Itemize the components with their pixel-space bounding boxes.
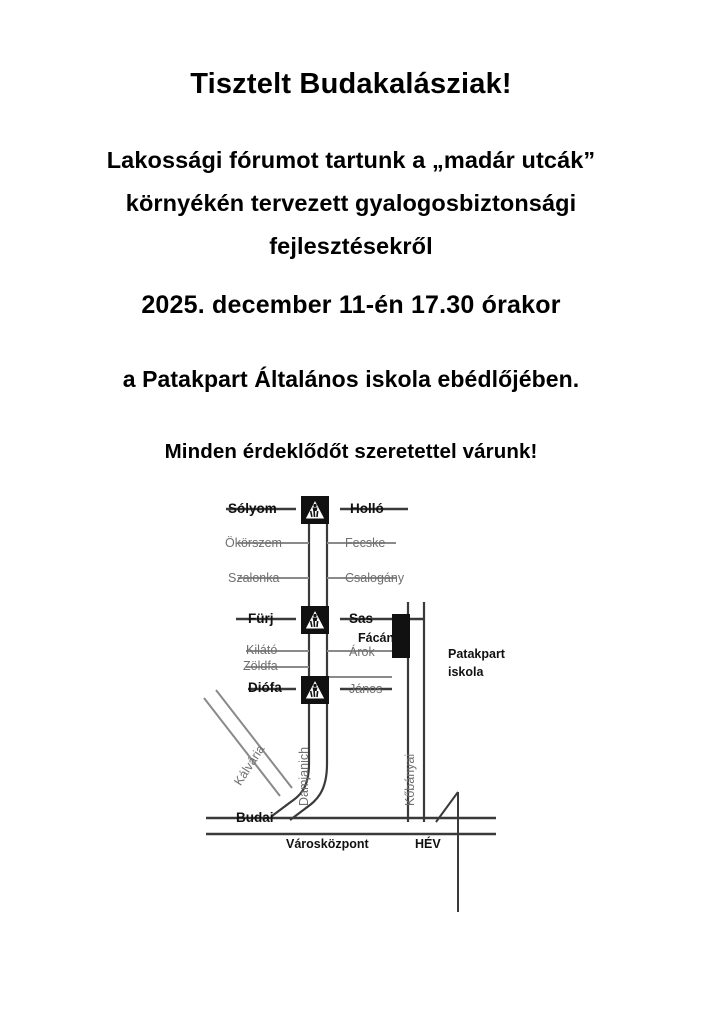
map-graphic (196, 492, 526, 922)
event-place: a Patakpart Általános iskola ebédlőjében. (122, 365, 580, 392)
street-label-damjanich: Damjanich (297, 746, 311, 806)
pedestrian-crossing-icon (304, 609, 326, 631)
paragraph-line-1: Lakossági fórumot tartunk a „madár utcák” (106, 147, 596, 173)
pedestrian-crossing-icon (304, 679, 326, 701)
street-label-csalogany: Csalogány (345, 570, 405, 585)
map-svg (196, 492, 526, 922)
street-label-sas: Sas (349, 610, 374, 626)
street-label-szalonka: Szalonka (228, 570, 280, 585)
announcement-text (0, 139, 702, 470)
street-label-kobanyai: Kőbányai (403, 753, 417, 806)
street-label-kilato: Kilátó (246, 642, 278, 657)
street-label-arok: Árok (349, 644, 375, 659)
street-label-okorszem: Ökörszem (225, 535, 282, 550)
street-label-zoldfa: Zöldfa (243, 658, 278, 673)
street-label-hollo: Holló (350, 500, 384, 516)
street-label-budai: Budai (236, 809, 274, 825)
street-label-facan: Fácán (358, 630, 395, 645)
street-label-furj: Fürj (248, 610, 274, 626)
pedestrian-crossing-sign-1 (301, 496, 329, 524)
map-figure (0, 492, 702, 932)
street-label-fecske: Fecske (345, 535, 386, 550)
paragraph-line-3: fejlesztésekről (269, 232, 433, 259)
page-title: Tisztelt Budakalásziak! (190, 68, 512, 100)
school-building (392, 614, 410, 658)
pedestrian-crossing-icon (304, 499, 326, 521)
poi-label-patakpart: Patakpart (448, 646, 505, 661)
pedestrian-crossing-sign-3 (301, 676, 329, 704)
paragraph-line-2: környékén tervezett gyalogosbiztonsági (125, 189, 577, 216)
street-label-kalvaria: Kálvária (231, 742, 268, 788)
street-label-diofa: Diófa (248, 679, 282, 695)
street-label-solyom: Sólyom (228, 500, 277, 516)
invitation-line: Minden érdeklődőt szeretettel várunk! (164, 439, 538, 463)
event-date: 2025. december 11-én 17.30 órakor (141, 291, 561, 320)
pedestrian-crossing-sign-2 (301, 606, 329, 634)
poster (0, 68, 702, 1026)
street-label-janos: János (349, 681, 383, 696)
poi-label-hev: HÉV (415, 836, 441, 851)
poi-label-varoskozpont: Városközpont (286, 836, 369, 851)
poi-label-iskola: iskola (448, 664, 484, 679)
